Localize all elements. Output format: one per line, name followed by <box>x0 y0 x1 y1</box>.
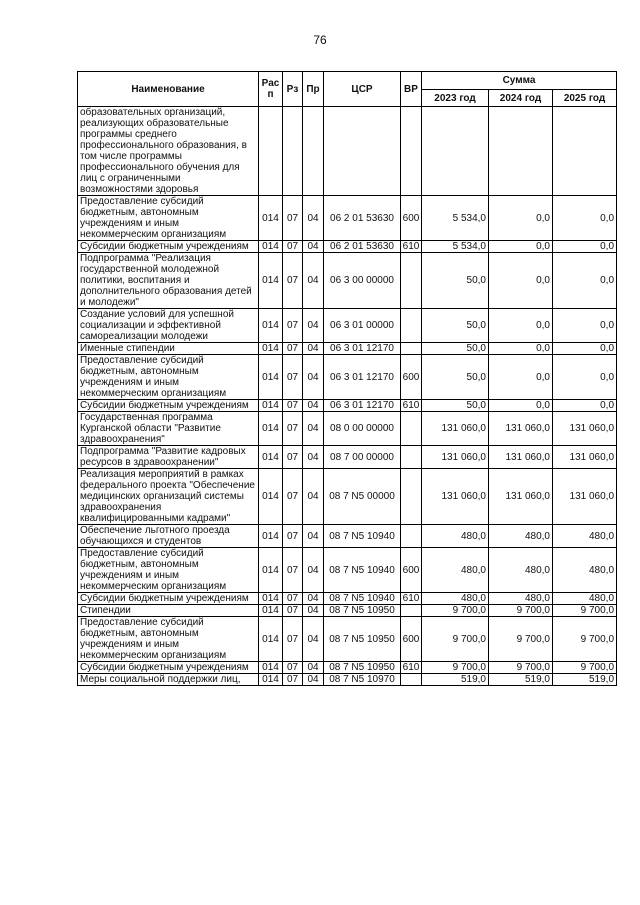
table-cell-name: Создание условий для успешной социализации и эффективной самореализации молодежи <box>78 309 259 343</box>
table-cell-2025: 519,0 <box>553 674 617 686</box>
table-cell-name: Субсидии бюджетным учреждениям <box>78 662 259 674</box>
page-number: 76 <box>313 33 327 47</box>
table-cell-ras: 014 <box>259 253 283 309</box>
table-cell-2024: 0,0 <box>489 196 553 241</box>
table-cell-2024: 9 700,0 <box>489 617 553 662</box>
table-cell-vr <box>401 605 422 617</box>
table-cell-name: Предоставление субсидий бюджетным, автономным учреждениям и иным некоммерческим организациям <box>78 196 259 241</box>
table-cell-2025: 480,0 <box>553 593 617 605</box>
table-cell-name: Предоставление субсидий бюджетным, автономным учреждениям и иным некоммерческим организациям <box>78 355 259 400</box>
table-cell-ras: 014 <box>259 593 283 605</box>
table-row <box>78 548 617 593</box>
header-vr: ВР <box>401 72 422 107</box>
table-cell-vr: 610 <box>401 662 422 674</box>
table-cell-ras: 014 <box>259 674 283 686</box>
table-cell-2024: 519,0 <box>489 674 553 686</box>
table-cell-ras: 014 <box>259 343 283 355</box>
table-row <box>78 253 617 309</box>
table-cell-pr: 04 <box>303 355 324 400</box>
table-cell-ras: 014 <box>259 469 283 525</box>
table-cell-2024: 0,0 <box>489 241 553 253</box>
table-cell-csr: 06 3 00 00000 <box>324 253 401 309</box>
table-cell-name: Подпрограмма "Развитие кадровых ресурсов в здравоохранении" <box>78 446 259 469</box>
table-cell-2023: 5 534,0 <box>422 196 489 241</box>
table-cell-csr: 06 3 01 12170 <box>324 355 401 400</box>
table-cell-rz: 07 <box>283 525 303 548</box>
table-cell-2025: 480,0 <box>553 525 617 548</box>
table-cell-2024: 0,0 <box>489 309 553 343</box>
table-cell-2025: 9 700,0 <box>553 662 617 674</box>
budget-table <box>77 71 617 686</box>
table-cell-csr: 08 0 00 00000 <box>324 412 401 446</box>
table-cell-name: Реализация мероприятий в рамках федерального проекта "Обеспечение медицинских организаций системы здравоохранения квалифицированными кадрами" <box>78 469 259 525</box>
header-rz: Рз <box>283 72 303 107</box>
table-cell-ras: 014 <box>259 662 283 674</box>
header-pr: Пр <box>303 72 324 107</box>
table-cell-2023: 480,0 <box>422 593 489 605</box>
table-cell-rz: 07 <box>283 309 303 343</box>
table-cell-rz: 07 <box>283 355 303 400</box>
table-cell-ras: 014 <box>259 309 283 343</box>
table-cell-csr: 08 7 N5 10950 <box>324 662 401 674</box>
table-row <box>78 309 617 343</box>
table-cell-2023 <box>422 107 489 196</box>
table-cell-2025: 0,0 <box>553 343 617 355</box>
table-cell-pr: 04 <box>303 309 324 343</box>
table-cell-name: Субсидии бюджетным учреждениям <box>78 400 259 412</box>
table-cell-vr: 610 <box>401 241 422 253</box>
table-cell-csr: 08 7 N5 10950 <box>324 617 401 662</box>
table-cell-2023: 480,0 <box>422 525 489 548</box>
header-csr: ЦСР <box>324 72 401 107</box>
table-cell-2023: 9 700,0 <box>422 662 489 674</box>
table-cell-rz <box>283 107 303 196</box>
table-cell-ras: 014 <box>259 525 283 548</box>
table-cell-ras: 014 <box>259 617 283 662</box>
table-row <box>78 617 617 662</box>
table-cell-ras: 014 <box>259 605 283 617</box>
table-cell-2025 <box>553 107 617 196</box>
header-sum: Сумма <box>422 72 617 90</box>
table-row <box>78 593 617 605</box>
table-cell-rz: 07 <box>283 469 303 525</box>
table-cell-csr: 06 3 01 12170 <box>324 343 401 355</box>
table-cell-rz: 07 <box>283 196 303 241</box>
table-cell-pr: 04 <box>303 400 324 412</box>
table-row <box>78 525 617 548</box>
table-cell-2023: 50,0 <box>422 343 489 355</box>
table-cell-name: Именные стипендии <box>78 343 259 355</box>
table-cell-rz: 07 <box>283 548 303 593</box>
table-row <box>78 412 617 446</box>
table-cell-pr: 04 <box>303 412 324 446</box>
table-row <box>78 107 617 196</box>
table-cell-2024: 9 700,0 <box>489 605 553 617</box>
table-cell-csr: 08 7 N5 10970 <box>324 674 401 686</box>
table-cell-vr <box>401 674 422 686</box>
table-cell-name: Предоставление субсидий бюджетным, автономным учреждениям и иным некоммерческим организациям <box>78 548 259 593</box>
table-cell-rz: 07 <box>283 662 303 674</box>
table-cell-vr <box>401 309 422 343</box>
table-cell-2023: 50,0 <box>422 309 489 343</box>
table-cell-pr: 04 <box>303 525 324 548</box>
table-cell-csr: 06 3 01 00000 <box>324 309 401 343</box>
table-cell-vr: 600 <box>401 355 422 400</box>
table-cell-2024: 131 060,0 <box>489 469 553 525</box>
table-cell-vr <box>401 343 422 355</box>
table-cell-pr: 04 <box>303 446 324 469</box>
table-cell-2025: 0,0 <box>553 355 617 400</box>
table-row <box>78 446 617 469</box>
table-cell-csr: 06 2 01 53630 <box>324 196 401 241</box>
table-cell-rz: 07 <box>283 241 303 253</box>
table-row <box>78 196 617 241</box>
table-cell-2025: 480,0 <box>553 548 617 593</box>
table-cell-2024: 131 060,0 <box>489 412 553 446</box>
table-cell-csr: 06 3 01 12170 <box>324 400 401 412</box>
table-cell-2025: 0,0 <box>553 241 617 253</box>
table-cell-csr: 08 7 N5 10940 <box>324 548 401 593</box>
table-cell-rz: 07 <box>283 617 303 662</box>
table-cell-vr: 600 <box>401 196 422 241</box>
table-cell-vr: 610 <box>401 400 422 412</box>
table-cell-2024: 480,0 <box>489 593 553 605</box>
table-cell-2025: 9 700,0 <box>553 617 617 662</box>
table-cell-csr: 06 2 01 53630 <box>324 241 401 253</box>
table-cell-name: Стипендии <box>78 605 259 617</box>
table-cell-csr: 08 7 N5 10940 <box>324 593 401 605</box>
table-cell-2024: 9 700,0 <box>489 662 553 674</box>
table-cell-2023: 50,0 <box>422 253 489 309</box>
table-cell-2024: 0,0 <box>489 400 553 412</box>
table-cell-2025: 0,0 <box>553 253 617 309</box>
table-cell-pr: 04 <box>303 617 324 662</box>
table-cell-ras: 014 <box>259 196 283 241</box>
table-cell-csr: 08 7 N5 00000 <box>324 469 401 525</box>
table-cell-csr: 08 7 N5 10940 <box>324 525 401 548</box>
table-cell-2023: 5 534,0 <box>422 241 489 253</box>
table-cell-pr: 04 <box>303 593 324 605</box>
table-cell-vr <box>401 469 422 525</box>
table-cell-ras: 014 <box>259 412 283 446</box>
table-cell-vr: 600 <box>401 617 422 662</box>
table-cell-pr: 04 <box>303 241 324 253</box>
table-cell-2025: 131 060,0 <box>553 412 617 446</box>
table-cell-name: Субсидии бюджетным учреждениям <box>78 593 259 605</box>
table-cell-2023: 9 700,0 <box>422 605 489 617</box>
table-row <box>78 343 617 355</box>
table-row <box>78 400 617 412</box>
table-row <box>78 469 617 525</box>
table-cell-vr <box>401 253 422 309</box>
table-cell-ras <box>259 107 283 196</box>
header-2023: 2023 год <box>422 90 489 107</box>
table-cell-name: Меры социальной поддержки лиц, <box>78 674 259 686</box>
table-cell-2023: 131 060,0 <box>422 446 489 469</box>
table-cell-2024: 131 060,0 <box>489 446 553 469</box>
header-2025: 2025 год <box>553 90 617 107</box>
table-cell-2025: 0,0 <box>553 400 617 412</box>
table-cell-ras: 014 <box>259 400 283 412</box>
table-cell-2025: 0,0 <box>553 196 617 241</box>
table-cell-2023: 131 060,0 <box>422 412 489 446</box>
table-cell-vr <box>401 412 422 446</box>
table-cell-2023: 50,0 <box>422 400 489 412</box>
table-cell-rz: 07 <box>283 253 303 309</box>
table-cell-rz: 07 <box>283 446 303 469</box>
table-row <box>78 674 617 686</box>
table-row <box>78 355 617 400</box>
table-cell-csr <box>324 107 401 196</box>
table-cell-2024: 0,0 <box>489 253 553 309</box>
table-cell-csr: 08 7 00 00000 <box>324 446 401 469</box>
table-cell-2023: 131 060,0 <box>422 469 489 525</box>
table-cell-rz: 07 <box>283 412 303 446</box>
table-cell-2023: 50,0 <box>422 355 489 400</box>
table-cell-2024: 0,0 <box>489 343 553 355</box>
table-cell-rz: 07 <box>283 674 303 686</box>
table-cell-pr: 04 <box>303 253 324 309</box>
table-cell-pr: 04 <box>303 605 324 617</box>
table-row <box>78 241 617 253</box>
table-cell-pr: 04 <box>303 548 324 593</box>
header-2024: 2024 год <box>489 90 553 107</box>
table-cell-2025: 131 060,0 <box>553 446 617 469</box>
table-cell-vr <box>401 446 422 469</box>
table-cell-pr: 04 <box>303 343 324 355</box>
table-cell-ras: 014 <box>259 446 283 469</box>
table-cell-rz: 07 <box>283 343 303 355</box>
table-row <box>78 605 617 617</box>
table-cell-vr <box>401 525 422 548</box>
table-cell-csr: 08 7 N5 10950 <box>324 605 401 617</box>
table-cell-vr: 600 <box>401 548 422 593</box>
table-cell-ras: 014 <box>259 355 283 400</box>
table-cell-2025: 9 700,0 <box>553 605 617 617</box>
header-name: Наименование <box>78 72 259 107</box>
table-cell-pr: 04 <box>303 196 324 241</box>
table-cell-2023: 519,0 <box>422 674 489 686</box>
table-cell-name: Предоставление субсидий бюджетным, автономным учреждениям и иным некоммерческим организациям <box>78 617 259 662</box>
table-cell-name: образовательных организаций, реализующих образовательные программы среднего профессионального образования, в том числе программы профессионального обучения для лиц с ограниченными возможностями здоровья <box>78 107 259 196</box>
table-cell-2024: 480,0 <box>489 548 553 593</box>
table-cell-rz: 07 <box>283 593 303 605</box>
header-ras: Рас п <box>259 72 283 107</box>
table-cell-vr <box>401 107 422 196</box>
table-cell-2023: 9 700,0 <box>422 617 489 662</box>
table-cell-2024 <box>489 107 553 196</box>
table-cell-name: Субсидии бюджетным учреждениям <box>78 241 259 253</box>
table-cell-name: Государственная программа Курганской области "Развитие здравоохранения" <box>78 412 259 446</box>
table-cell-pr: 04 <box>303 662 324 674</box>
table-cell-2025: 131 060,0 <box>553 469 617 525</box>
table-cell-name: Подпрограмма "Реализация государственной молодежной политики, воспитания и дополнительного образования детей и молодежи" <box>78 253 259 309</box>
table-cell-ras: 014 <box>259 548 283 593</box>
table-cell-2024: 0,0 <box>489 355 553 400</box>
table-cell-pr: 04 <box>303 674 324 686</box>
table-cell-pr <box>303 107 324 196</box>
table-cell-2023: 480,0 <box>422 548 489 593</box>
table-cell-name: Обеспечение льготного проезда обучающихся и студентов <box>78 525 259 548</box>
table-cell-2024: 480,0 <box>489 525 553 548</box>
table-cell-rz: 07 <box>283 400 303 412</box>
table-cell-2025: 0,0 <box>553 309 617 343</box>
table-cell-vr: 610 <box>401 593 422 605</box>
table-cell-ras: 014 <box>259 241 283 253</box>
table-row <box>78 662 617 674</box>
table-cell-pr: 04 <box>303 469 324 525</box>
table-cell-rz: 07 <box>283 605 303 617</box>
